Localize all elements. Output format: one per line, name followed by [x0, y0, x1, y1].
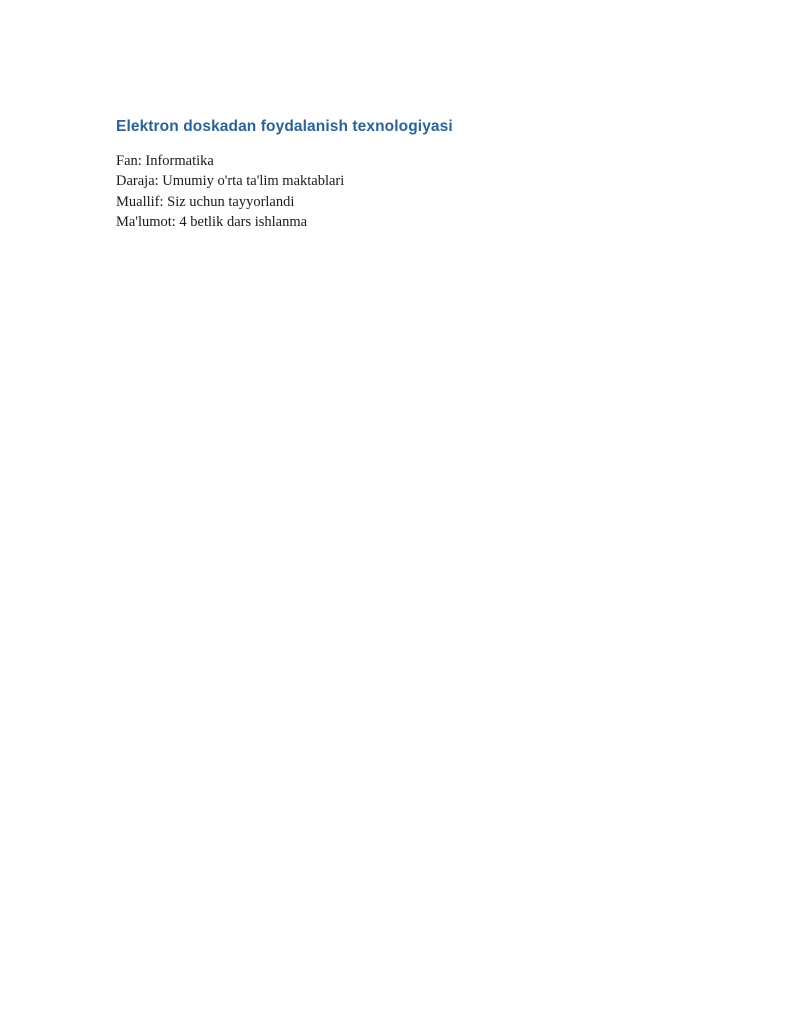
page-title: Elektron doskadan foydalanish texnologiyasi	[116, 118, 453, 135]
metadata-line-info: Ma'lumot: 4 betlik dars ishlanma	[116, 214, 308, 231]
metadata-line-author: Muallif: Siz uchun tayyorlandi	[116, 193, 295, 210]
document-metadata	[116, 151, 686, 233]
metadata-line-subject: Fan: Informatika	[116, 152, 214, 169]
metadata-line-level: Daraja: Umumiy o'rta ta'lim maktablari	[116, 173, 345, 190]
document-content	[116, 118, 686, 233]
